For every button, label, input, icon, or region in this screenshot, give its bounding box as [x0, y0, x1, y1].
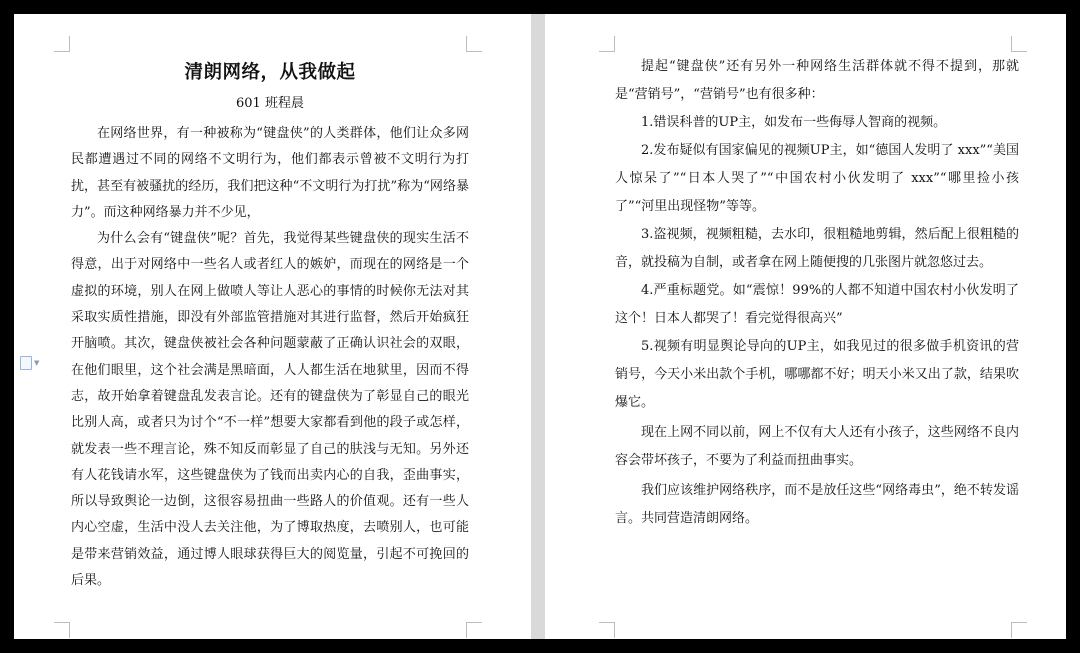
page-2: [545, 14, 1066, 639]
list-item: 1.错误科普的UP主，如发布一些侮辱人智商的视频。: [641, 115, 947, 130]
document-title: 清朗网络，从我做起: [184, 62, 356, 83]
page-1: [14, 14, 531, 639]
margin-mark-bottom-left: [54, 622, 70, 638]
page-2-body: [615, 53, 1019, 533]
margin-mark-bottom-right: [1011, 622, 1027, 638]
margin-mark-top-left: [54, 36, 70, 52]
list-item: 3.盗视频，视频粗糙，去水印，很粗糙地剪辑，然后配上很粗糙的音，就投稿为自制，或者拿在网上随便搜的几张图片就忽悠过去。: [615, 227, 1019, 270]
list-item: 4.严重标题党。如“震惊！99%的人都不知道中国农村小伙发明了这个！日本人都哭了！看完觉得很高兴”: [615, 283, 1019, 326]
list-item: 2.发布疑似有国家偏见的视频UP主，如“德国人发明了 xxx”“美国人惊呆了”“日本人哭了”“中国农村小伙发明了 xxx”“哪里捡小孩了”“河里出现怪物”等等。: [615, 143, 1019, 214]
paragraph-marker-icon[interactable]: [20, 356, 32, 370]
paragraph: 提起“键盘侠”还有另外一种网络生活群体就不得不提到，那就是“营销号”，“营销号”也有很多种：: [615, 59, 1019, 102]
margin-mark-bottom-left: [599, 622, 615, 638]
margin-mark-bottom-right: [466, 622, 482, 638]
paragraph: 我们应该维护网络秩序，而不是放任这些“网络毒虫”，绝不转发谣言。共同营造清朗网络。: [615, 483, 1019, 526]
page-gutter: [531, 14, 545, 639]
list-item: 5.视频有明显舆论导向的UP主，如我见过的很多做手机资讯的营销号，今天小米出款个手机，哪哪都不好；明天小米又出了款，结果吹爆它。: [615, 339, 1019, 410]
document-author: 601 班程晨: [236, 96, 304, 111]
paragraph: 为什么会有“键盘侠”呢？首先，我觉得某些键盘侠的现实生活不得意，出于对网络中一些名人或者红人的嫉妒，而现在的网络是一个虚拟的环境，别人在网上做喷人等让人恶心的事情的时候你无法对其采取实质性措施，即没有外部监管措施对其进行监督，然后开始疯狂开脑喷。其次，键盘侠被社会各种问题蒙蔽了正确认识社会的双眼，在他们眼里，这个社会满是黑暗面，人人都生活在地狱里，因而不得志，故开始拿着键盘乱发表言论。还有的键盘侠为了彰显自己的眼光比别人高，或者只为讨个“不一样”想要大家都看到他的段子或怎样，就发表一些不理言论，殊不知反而彰显了自己的肤浅与无知。另外还有人花钱请水军，这些键盘侠为了钱而出卖内心的自我，歪曲事实，所以导致舆论一边倒，这很容易扭曲一些路人的价值观。还有一些人内心空虚，生活中没人去关注他，为了博取热度，去喷别人，也可能是带来营销效益，通过博人眼球获得巨大的阅览量，引起不可挽回的后果。: [71, 231, 469, 589]
page-1-body: [71, 56, 469, 594]
margin-mark-top-left: [599, 36, 615, 52]
chevron-down-icon[interactable]: ▼: [34, 359, 40, 367]
margin-mark-top-right: [466, 36, 482, 52]
paragraph: 现在上网不同以前，网上不仅有大人还有小孩子，这些网络不良内容会带坏孩子，不要为了利益而扭曲事实。: [615, 425, 1019, 468]
document-viewport[interactable]: [14, 14, 1066, 639]
margin-mark-top-right: [1011, 36, 1027, 52]
paragraph: 在网络世界，有一种被称为“键盘侠”的人类群体，他们让众多网民都遭遇过不同的网络不文明行为，他们都表示曾被不文明行为打扰，甚至有被骚扰的经历，我们把这种“不文明行为打扰”称为“网络暴力”。而这种网络暴力并不少见，: [71, 126, 469, 220]
